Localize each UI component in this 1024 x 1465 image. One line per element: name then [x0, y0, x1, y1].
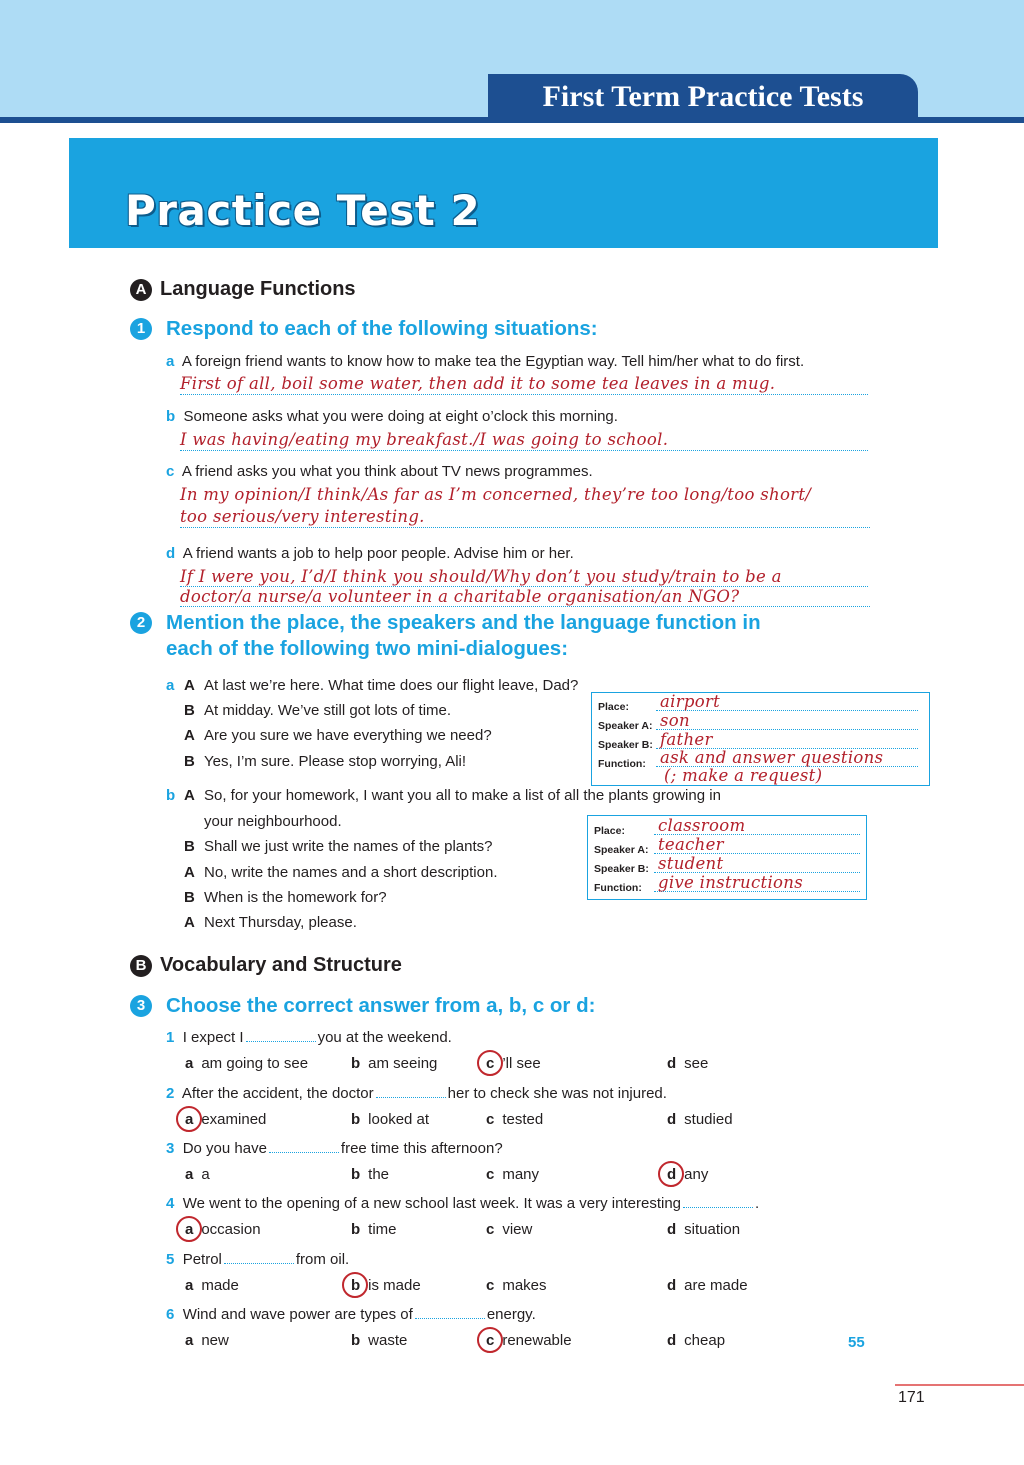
option-text: see [684, 1055, 709, 1072]
mcq-stem-1 [166, 1028, 452, 1048]
section-a-title: Language Functions [160, 278, 356, 300]
q1-item-d-prompt [166, 544, 574, 564]
mcq-stem-4 [166, 1194, 759, 1214]
speaker: A [184, 677, 195, 694]
question-3-text: Choose the correct answer from a, b, c or d: [166, 994, 596, 1017]
mcq-stem-2 [166, 1084, 667, 1104]
option-letter: a [185, 1221, 194, 1238]
mcq-stem-after: her to check she was not injured. [447, 1085, 667, 1102]
dialogue-a-line-3 [184, 726, 492, 746]
option-letter: d [667, 1221, 677, 1238]
option-text: the [368, 1166, 390, 1183]
mcq-5-option-a[interactable] [185, 1276, 239, 1296]
speaker: A [184, 864, 195, 881]
line-text: No, write the names and a short description. [204, 864, 498, 881]
option-text: ’ll see [502, 1055, 541, 1072]
speaker-b-answer: father [660, 730, 713, 749]
option-letter: d [667, 1332, 677, 1349]
mcq-blank [683, 1207, 753, 1208]
option-letter: b [351, 1332, 361, 1349]
option-text: any [684, 1166, 709, 1183]
option-text: tested [502, 1111, 544, 1128]
mcq-stem-after: you at the weekend. [317, 1029, 452, 1046]
q1-item-c-label: c [166, 463, 175, 480]
mcq-stem-after: from oil. [295, 1251, 350, 1268]
line-text: your neighbourhood. [204, 813, 342, 830]
footer-rule [895, 1384, 1024, 1386]
running-header: First Term Practice Tests [488, 74, 918, 120]
answer-circle-mark [658, 1161, 684, 1187]
option-text: a [201, 1166, 210, 1183]
mcq-3-option-b[interactable] [351, 1165, 389, 1185]
page-title: Practice Test 2 [125, 186, 481, 235]
q1-item-b-text: Someone asks what you were doing at eight o’clock this morning. [183, 408, 618, 425]
mcq-4-option-b[interactable] [351, 1220, 397, 1240]
mcq-stem-before: I expect I [182, 1029, 244, 1046]
q1-item-d-text: A friend wants a job to help poor people. Advise him or her. [182, 545, 574, 562]
line-text: At last we’re here. What time does our flight leave, Dad? [204, 677, 579, 694]
dialogue-b-line-5 [184, 888, 387, 908]
speaker-a-field [656, 711, 918, 730]
mcq-blank [415, 1318, 485, 1319]
q1-item-c-answer-1: In my opinion/I think/As far as I’m concerned, they’re too long/too short/ [180, 485, 812, 504]
question-2-text-1: Mention the place, the speakers and the language function in [166, 611, 761, 634]
mcq-6-option-a[interactable] [185, 1331, 229, 1351]
mcq-2-option-c[interactable] [486, 1110, 543, 1130]
q1-item-c-answer-2: too serious/very interesting. [180, 507, 425, 526]
q1-item-a-answer-line [180, 374, 868, 395]
mcq-number: 3 [166, 1140, 175, 1157]
function-field [654, 873, 860, 892]
option-text: is made [368, 1277, 421, 1294]
option-letter: b [351, 1277, 361, 1294]
speaker-a-label: Speaker A: [598, 720, 653, 732]
option-letter: a [185, 1166, 194, 1183]
speaker-a-answer: son [660, 711, 690, 730]
q1-item-b-answer-line [180, 430, 868, 451]
section-b-heading [130, 954, 402, 977]
function-label: Function: [598, 758, 646, 770]
answer-circle-mark [176, 1106, 202, 1132]
mcq-stem-after: energy. [486, 1306, 536, 1323]
speaker-b-label: Speaker B: [594, 863, 649, 875]
q1-item-c-text: A friend asks you what you think about TV news programmes. [181, 463, 593, 480]
q1-item-b-prompt [166, 407, 618, 427]
option-text: are made [684, 1277, 748, 1294]
mcq-number: 6 [166, 1306, 175, 1323]
section-a-badge: A [130, 279, 152, 301]
mcq-blank [376, 1097, 446, 1098]
q1-item-c-prompt [166, 462, 593, 482]
dialogue-b-line-4 [184, 863, 497, 883]
place-label: Place: [598, 701, 629, 713]
speaker: A [184, 727, 195, 744]
option-letter: c [486, 1166, 495, 1183]
option-letter: a [185, 1277, 194, 1294]
option-letter: b [351, 1111, 361, 1128]
option-letter: b [351, 1221, 361, 1238]
option-text: made [201, 1277, 239, 1294]
q1-item-b-answer: I was having/eating my breakfast./I was going to school. [180, 430, 669, 449]
q1-item-d-label: d [166, 545, 176, 562]
speaker-b-field [656, 730, 918, 749]
option-text: cheap [684, 1332, 726, 1349]
question-2-heading [136, 610, 866, 662]
mcq-3-option-c[interactable] [486, 1165, 539, 1185]
mcq-1-option-b[interactable] [351, 1054, 437, 1074]
option-text: am going to see [201, 1055, 309, 1072]
function-field-2 [664, 766, 822, 786]
speaker: A [184, 914, 195, 931]
question-2-text-2: each of the following two mini-dialogues: [166, 637, 569, 660]
option-text: studied [684, 1111, 733, 1128]
answer-circle-mark [342, 1272, 368, 1298]
place-label: Place: [594, 825, 625, 837]
inner-page-number: 55 [848, 1334, 865, 1351]
option-letter: c [486, 1111, 495, 1128]
mcq-stem-3 [166, 1139, 503, 1159]
option-letter: d [667, 1277, 677, 1294]
speaker-b-label: Speaker B: [598, 739, 653, 751]
function-field [656, 748, 918, 767]
mcq-stem-before: We went to the opening of a new school last week. It was a very interesting [182, 1195, 682, 1212]
mcq-1-option-a[interactable] [185, 1054, 308, 1074]
option-letter: c [486, 1055, 495, 1072]
dialogue-b-line-3 [184, 837, 493, 857]
speaker: A [184, 787, 195, 804]
speaker: B [184, 753, 195, 770]
option-letter: a [185, 1332, 194, 1349]
mcq-6-option-b[interactable] [351, 1331, 407, 1351]
line-text: So, for your homework, I want you all to make a list of all the plants growing in [204, 787, 721, 804]
option-letter: d [667, 1166, 677, 1183]
line-text: Are you sure we have everything we need? [204, 727, 492, 744]
dialogue-a-letter: a [166, 677, 175, 694]
q1-item-a-text: A foreign friend wants to know how to make tea the Egyptian way. Tell him/her what to do first. [181, 353, 805, 370]
q1-item-d-answer-line-2 [180, 587, 870, 607]
option-letter: a [185, 1055, 194, 1072]
q1-item-d-answer-1: If I were you, I’d/I think you should/Why don’t you study/train to be a [180, 567, 782, 586]
q1-item-c-answer-line-2 [180, 507, 870, 528]
mcq-stem-5 [166, 1250, 349, 1270]
mcq-number: 4 [166, 1195, 175, 1212]
option-text: situation [684, 1221, 741, 1238]
answer-circle-mark [477, 1327, 503, 1353]
option-text: am seeing [368, 1055, 438, 1072]
q1-item-a-label: a [166, 353, 175, 370]
option-letter: d [667, 1055, 677, 1072]
q1-item-a-prompt [166, 352, 804, 372]
dialogue-a-line-2 [184, 701, 451, 721]
speaker: B [184, 838, 195, 855]
mcq-stem-before: Petrol [182, 1251, 222, 1268]
speaker-a-field [654, 835, 860, 854]
q1-item-c-answer-line-1 [180, 485, 880, 505]
section-b-badge: B [130, 955, 152, 977]
speaker-b-field [654, 854, 860, 873]
option-text: many [502, 1166, 540, 1183]
line-text: Yes, I’m sure. Please stop worrying, Ali! [204, 753, 467, 770]
option-text: waste [368, 1332, 408, 1349]
option-text: view [502, 1221, 533, 1238]
speaker: B [184, 889, 195, 906]
dialogue-a-line-4 [184, 752, 466, 772]
option-text: new [201, 1332, 229, 1349]
question-2-number: 2 [130, 612, 152, 634]
dialogue-b-line-6 [184, 913, 357, 933]
option-text: occasion [201, 1221, 261, 1238]
question-3-heading [136, 993, 596, 1019]
mcq-stem-before: Wind and wave power are types of [182, 1306, 413, 1323]
option-text: renewable [502, 1332, 572, 1349]
mcq-stem-after: free time this afternoon? [340, 1140, 503, 1157]
speaker-b-answer: student [658, 854, 724, 873]
q1-item-b-label: b [166, 408, 176, 425]
mcq-stem-before: After the accident, the doctor [181, 1085, 374, 1102]
section-a-heading [130, 278, 356, 301]
option-text: time [368, 1221, 397, 1238]
mcq-5-option-d[interactable] [667, 1276, 748, 1296]
option-letter: b [351, 1055, 361, 1072]
mcq-3-option-a[interactable] [185, 1165, 210, 1185]
place-field [656, 692, 918, 711]
q1-item-a-answer: First of all, boil some water, then add it to some tea leaves in a mug. [180, 374, 776, 393]
speaker: B [184, 702, 195, 719]
line-text: Shall we just write the names of the plants? [204, 838, 493, 855]
mcq-number: 2 [166, 1085, 175, 1102]
question-3-number: 3 [130, 995, 152, 1017]
option-text: examined [201, 1111, 267, 1128]
mcq-1-option-d[interactable] [667, 1054, 708, 1074]
line-text: Next Thursday, please. [204, 914, 357, 931]
page-number: 171 [898, 1389, 925, 1406]
mcq-stem-6 [166, 1305, 536, 1325]
answer-circle-mark [477, 1050, 503, 1076]
option-letter: b [351, 1166, 361, 1183]
option-letter: c [486, 1277, 495, 1294]
dialogue-a-label [166, 676, 174, 696]
function-label: Function: [594, 882, 642, 894]
answer-circle-mark [176, 1216, 202, 1242]
mcq-blank [269, 1152, 339, 1153]
function-answer: give instructions [658, 873, 803, 892]
line-text: At midday. We’ve still got lots of time. [204, 702, 452, 719]
mcq-stem-after: . [755, 1195, 760, 1212]
speaker-a-answer: teacher [658, 835, 724, 854]
q1-item-d-answer-2: doctor/a nurse/a volunteer in a charitable organisation/an NGO? [180, 587, 740, 606]
place-field [654, 816, 860, 835]
mcq-stem-before: Do you have [182, 1140, 267, 1157]
mcq-4-option-c[interactable] [486, 1220, 532, 1240]
line-text: When is the homework for? [204, 889, 387, 906]
mcq-5-option-c[interactable] [486, 1276, 547, 1296]
section-b-title: Vocabulary and Structure [160, 954, 402, 976]
option-letter: d [667, 1111, 677, 1128]
option-letter: a [185, 1111, 194, 1128]
mcq-6-option-d[interactable] [667, 1331, 725, 1351]
option-text: looked at [368, 1111, 430, 1128]
mcq-blank [246, 1041, 316, 1042]
dialogue-a-answer-box [591, 692, 930, 786]
q1-item-d-answer-line-1 [180, 567, 868, 587]
speaker-a-label: Speaker A: [594, 844, 649, 856]
mcq-2-option-d[interactable] [667, 1110, 733, 1130]
place-answer: classroom [658, 816, 746, 835]
mcq-blank [224, 1263, 294, 1264]
function-answer-2: (; make a request) [664, 766, 823, 785]
question-1-text: Respond to each of the following situations: [166, 317, 598, 340]
question-1-number: 1 [130, 318, 152, 340]
dialogue-b-line-2 [184, 812, 342, 832]
option-letter: c [486, 1332, 495, 1349]
dialogue-b-letter: b [166, 787, 176, 804]
mcq-number: 5 [166, 1251, 175, 1268]
dialogue-b-label [166, 786, 175, 806]
question-1-heading [136, 316, 598, 342]
mcq-2-option-b[interactable] [351, 1110, 429, 1130]
dialogue-b-answer-box [587, 815, 867, 900]
function-answer-1: ask and answer questions [660, 748, 884, 767]
place-answer: airport [660, 692, 721, 711]
dialogue-b-line-1 [184, 786, 721, 806]
mcq-number: 1 [166, 1029, 175, 1046]
mcq-4-option-d[interactable] [667, 1220, 740, 1240]
title-banner [69, 138, 938, 248]
option-text: makes [502, 1277, 547, 1294]
option-letter: c [486, 1221, 495, 1238]
dialogue-a-line-1 [184, 676, 578, 696]
